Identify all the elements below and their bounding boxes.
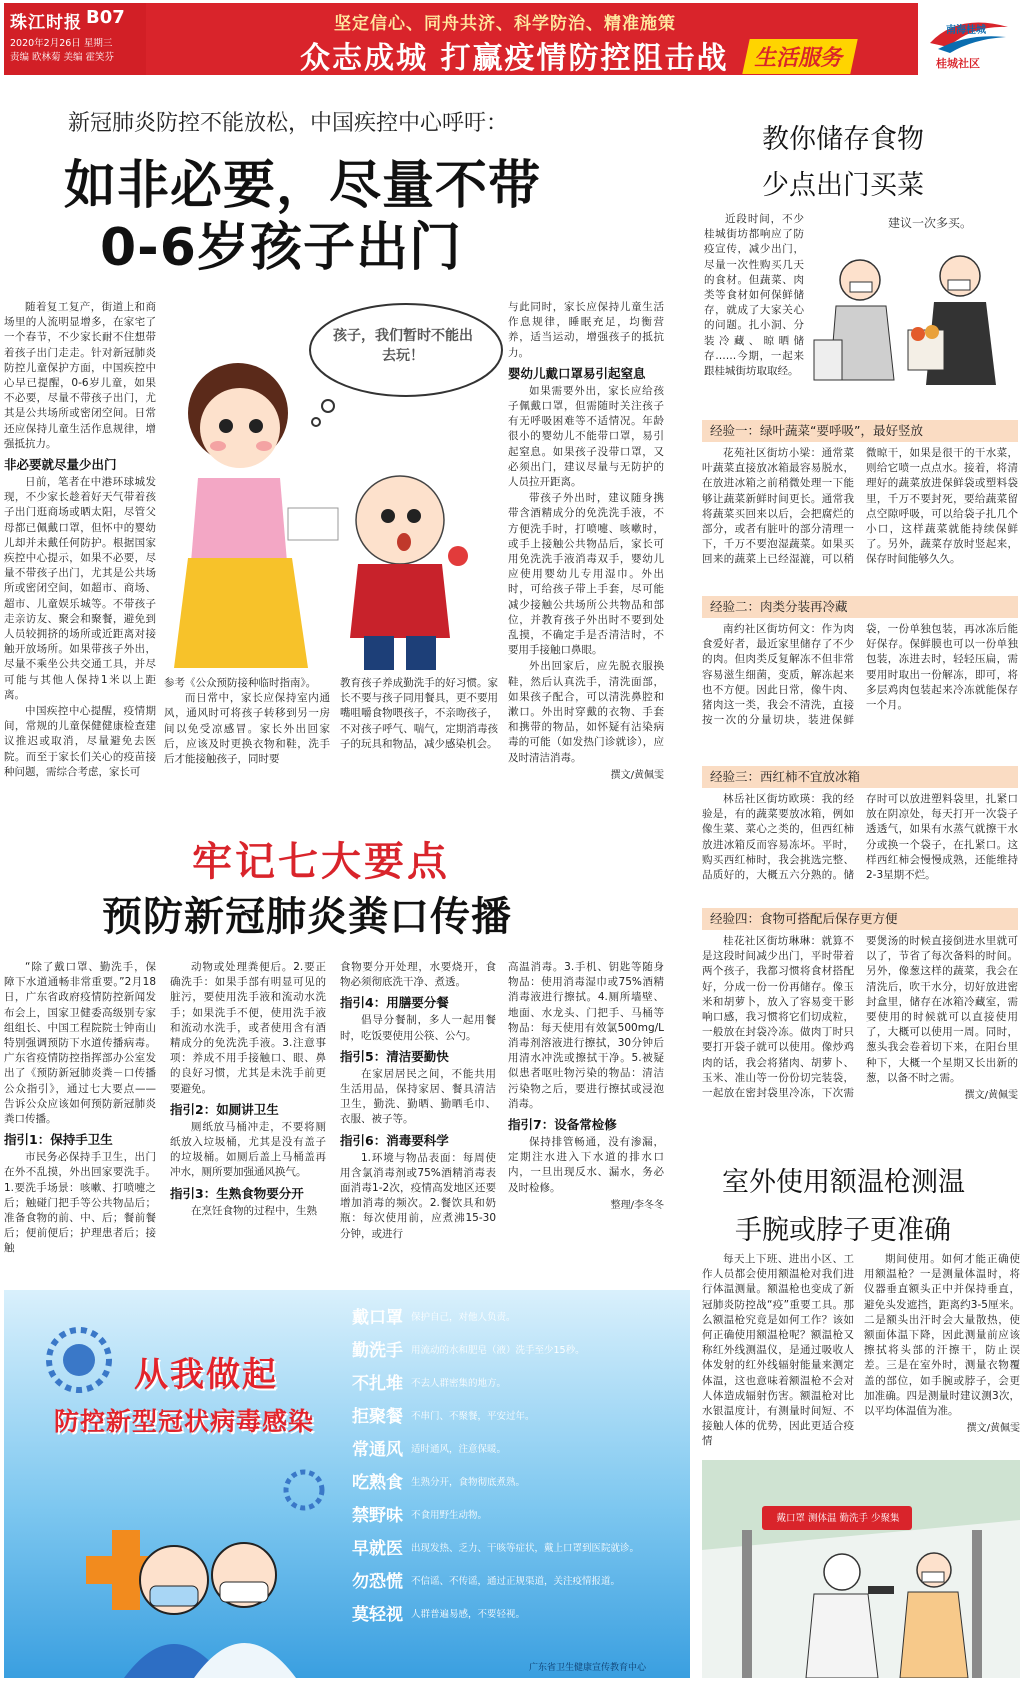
poster-tip bbox=[352, 1567, 620, 1595]
experience2-header: 经验二：肉类分装再冷藏 bbox=[702, 596, 1018, 618]
article4-col2 bbox=[864, 1252, 1020, 1452]
checkpoint-sign-text: 戴口罩 测体温 勤洗手 少聚集 bbox=[776, 1513, 900, 1524]
article2-paragraph: “除了戴口罩、勤洗手，保障下水道通畅非常重要。”2月18日，广东省政府疫情防控新闻发布会上，国家卫健委高级别专家组组长、中国工程院院士钟南山特别强调预防下水道传播病毒。广东省疫情防控指挥部办公室发出了《预防新冠肺炎粪－口传播公众指引》，通过七大要点——告诉公众应该如何预防新冠肺炎粪口传播。 bbox=[4, 961, 156, 1126]
article2-col2 bbox=[170, 960, 326, 1280]
tip-desc: 保护自己，对他人负责。 bbox=[411, 1311, 516, 1323]
article3-credit: 撰文/黄佩雯 bbox=[964, 1090, 1018, 1102]
article1-col2 bbox=[508, 300, 664, 790]
tip-desc: 出现发热、乏力、干咳等症状，戴上口罩到医院就诊。 bbox=[411, 1542, 640, 1554]
guide5-text: 在家居居民之间，不能共用生活用品，保持家居、餐具清洁卫生，勤洗、勤晒、勤晒毛巾、衣服、被子等。 bbox=[340, 1067, 496, 1126]
guide1-text: 市民务必保持手卫生，出门在外不乱摸，外出回家要洗手。1.要洗手场景：咳嗽、打喷嚏之后；触碰门把手等公共物品后；准备食物的前、中、后；餐前餐后；便前便后；护理患者后；接触 bbox=[4, 1151, 156, 1255]
tip-desc: 不食用野生动物。 bbox=[411, 1509, 488, 1521]
guide5-title: 指引5：清洁要勤快 bbox=[340, 1048, 449, 1064]
guide6-text: 1.环境与物品表面：每周使用含氯消毒剂或75%酒精消毒表面消毒1-2次，疫情高发地区还要增加消毒的频次。2.餐饮具和奶瓶：每次使用前，应煮沸15-30分钟，或进行 bbox=[340, 1151, 496, 1240]
tip-key: 不扎堆 bbox=[352, 1374, 403, 1394]
tip-desc: 适时通风，注意保暖。 bbox=[411, 1443, 507, 1455]
tip-desc: 不串门、不聚餐，平安过年。 bbox=[411, 1410, 535, 1422]
newspaper-name: 珠江时报 bbox=[10, 13, 82, 33]
masthead-meta bbox=[10, 37, 114, 65]
slogan-main: 众志成城 打赢疫情防控阻击战 bbox=[300, 41, 729, 75]
article1-ref-col2 bbox=[340, 676, 498, 796]
article1-paragraph: 中国疾控中心提醒，疫情期间，常规的儿童保健健康检查建议推迟或取消，尽量避免去医院。而至于家长们关心的疫苗接种问题，需综合考虑，家长可 bbox=[4, 705, 156, 778]
guide3-title: 指引3：生熟食物要分开 bbox=[170, 1185, 304, 1201]
guide4-text: 倡导分餐制，多人一起用餐时，吃饭要使用公筷、公勺。 bbox=[340, 1014, 496, 1042]
poster-tip bbox=[352, 1303, 516, 1331]
experience4-body bbox=[702, 934, 1018, 1114]
experience2-body bbox=[702, 622, 1018, 758]
article1-paragraph: 日前，笔者在中港环球城发现，不少家长趁着好天气带着孩子出门逛商场或晒太阳，尽管父母都已佩戴口罩，但怀中的婴幼儿却并未戴任何防护。根据国家疾控中心提示，如果不必要，尽量不带孩子出门，尤其是公共场所或密闭空间，如超市、商场、超市、儿童娱乐城等。不带孩子走亲访友、聚会和聚餐，避免到人员较拥挤的场所或近距离对接触开放场所。如果带孩子外出，尽量不乘坐公共交通工具，并尽可能与其他人保持1米以上距离。 bbox=[4, 476, 156, 701]
article3-title-line1: 教你储存食物 bbox=[762, 124, 924, 155]
article4-paragraph: 每天上下班、进出小区、工作人员都会使用额温枪对我们进行体温测量。额温枪也变成了新冠肺炎防控战“疫”重要工具。那么额温枪究竟是如何工作？该如何正确使用额温枪呢？额温枪又称红外线测温仪，是通过吸收人体发射的红外线辐射能量来测定体温，这也意味着额温枪不会对人体造成辐射伤害。额温枪对比水银温度计，有测量时间短、不接触人体的优势，因此更适合疫情 bbox=[702, 1253, 854, 1448]
tip-key: 早就医 bbox=[352, 1539, 403, 1559]
article1-title-line2: 0-6岁孩子出门 bbox=[100, 218, 462, 278]
article1-paragraph: 随着复工复产，街道上和商场里的人流明显增多，在家宅了一个春节，不少家长耐不住想带着孩子出门走走。针对新冠肺炎防控儿童保护方面，中国疾控中心早已提醒，0-6岁儿童，如果不必要，尽量不带孩子出门，尤其是公共场所或密闭空间。日常还应保持儿童生活作息规律，增强抵抗力。 bbox=[4, 301, 156, 450]
poster-title-line2: 防控新型冠状病毒感染 bbox=[54, 1407, 315, 1436]
poster-tip bbox=[352, 1402, 535, 1430]
tip-desc: 不信谣、不传谣，通过正规渠道，关注疫情报道。 bbox=[411, 1575, 621, 1587]
poster-tip bbox=[352, 1600, 525, 1628]
prevention-poster bbox=[4, 1290, 690, 1678]
article4-col1 bbox=[702, 1252, 854, 1452]
article2-credit: 整理/李冬冬 bbox=[610, 1199, 664, 1211]
tip-key: 吃熟食 bbox=[352, 1473, 403, 1493]
guide7-title: 指引7：设备常检修 bbox=[508, 1117, 617, 1133]
experience1-text: 花苑社区街坊小梁：通常菜叶蔬菜直接放冰箱最容易脱水，在放进冰箱之前稍微处理一下能够让蔬菜新鲜时间更长。通常我将蔬菜买回来以后，会把腐烂的部分，或者有脏叶的部分清理一下，千万不要泡湿蔬菜。如果买回来的蔬菜上已经湿漉，可以稍微晾干，如果是很干的干水菜，则给它喷一点点水。接着，将清理好的蔬菜放进保鲜袋或塑料袋里，千万不要封死，要给蔬菜留点空隙呼吸，可以给袋子扎几个小口，这样蔬菜就能持续保鲜了。另外，蔬菜存放时竖起来，保存时间能够久久。 bbox=[702, 447, 1018, 566]
article4-credit: 撰文/黄佩雯 bbox=[966, 1423, 1020, 1435]
tip-key: 常通风 bbox=[352, 1440, 403, 1460]
guide2-title: 指引2：如厕讲卫生 bbox=[170, 1101, 279, 1117]
tip-key: 拒聚餐 bbox=[352, 1407, 403, 1427]
article1-paragraph: 与此同时，家长应保持儿童生活作息规律，睡眠充足，均衡营养，适当运动，增强孩子的抵抗力。 bbox=[508, 301, 664, 359]
logo-top-text: 南海桂城 bbox=[946, 25, 986, 36]
tip-desc: 生熟分开，食物彻底煮熟。 bbox=[411, 1476, 526, 1488]
experience2-text: 南约社区街坊何文：作为肉食爱好者，最近家里储存了不少的肉。但肉类反复解冻不但非常容易滋生细菌，变质，解冻起来也不方便。因此日常，像牛肉、猪肉这一类，我会不清洗，直接按一次的分量切块，装进保鲜袋，一份单独包装，再冰冻后能好保存。保鲜膜也可以一份单独包装，冻进去时，轻轻压扁，需要用时取出一份解冻，即可，将多层鸡肉包装起来冷冻就能保存一个月。 bbox=[702, 623, 1018, 727]
article1-paragraph: 教育孩子养成勤洗手的好习惯。家长不要与孩子同用餐具，更不要用嘴咀嚼食物喂孩子，不亲吻孩子，不对孩子呼气、喘气，定期消毒孩子的玩具和物品，减少感染机会。 bbox=[340, 677, 498, 750]
poster-title-line1: 从我做起 bbox=[134, 1355, 278, 1395]
article3-title-line2: 少点出门买菜 bbox=[762, 170, 924, 201]
tip-desc: 不去人群密集的地方。 bbox=[411, 1377, 507, 1389]
experience1-body bbox=[702, 446, 1018, 582]
article1-paragraph: 带孩子外出时，建议随身携带含酒精成分的免洗洗手液，不方便洗手时，打喷嚏、咳嗽时，或手上接触公共物品后，家长可用免洗洗手液消毒双手，婴幼儿应使用婴幼儿专用湿巾。外出时，可给孩子带上手套，尽可能减少接触公共场所公共物品和部位，并教育孩子外出时不要到处乱摸，不确定手是否清洁时，不要用手接触口鼻眼。 bbox=[508, 492, 664, 657]
poster-tip bbox=[352, 1468, 525, 1496]
section-label: 生活服务 bbox=[742, 39, 857, 74]
article1-credit: 撰文/黄佩雯 bbox=[610, 769, 664, 781]
page-number: B07 bbox=[86, 7, 125, 28]
slogan-top: 坚定信心、同舟共济、科学防治、精准施策 bbox=[334, 14, 676, 34]
guide2-text: 厕纸放马桶冲走，不要将厕纸放入垃圾桶，尤其是没有盖子的垃圾桶。如厕后盖上马桶盖再冲水，厕所要加强通风换气。 bbox=[170, 1120, 326, 1179]
tip-key: 莫轻视 bbox=[352, 1605, 403, 1625]
article2-paragraph: 食物要分开处理，水要烧开，食物必须彻底洗干净、煮透。 bbox=[340, 961, 496, 989]
article2-col4 bbox=[508, 960, 664, 1280]
shopping-illustration bbox=[810, 210, 1020, 408]
experience3-text: 林岳社区街坊欧瑛：我的经验是，有的蔬菜要放冰箱，例如像生菜、菜心之类的，但西红柿放进冰箱反而容易冻坏。平时，购买西红柿时，我会挑选完整、品质好的，大概五六分熟的。储存时可以放进塑料袋里，扎紧口放在阴凉处，每天打开一次袋子透透气，如果有水蒸气就擦干水分或换一个袋子，在扎紧口。这样西红柿会慢慢成熟，还能维持2-3星期不烂。 bbox=[702, 793, 1018, 882]
article3-paragraph: 近段时间，不少桂城街坊都响应了防疫宣传，减少出门，尽量一次性购买几天的食材。但蔬菜、肉类等食材如何保鲜储存，就成了大家关心的问题。扎小洞、分装冷藏、晾晒储存……今期，一起来跟桂城街坊取取经。 bbox=[704, 213, 804, 378]
article2-col1 bbox=[4, 960, 156, 1280]
guicheng-logo bbox=[918, 3, 1020, 75]
guide1-title: 指引1：保持手卫生 bbox=[4, 1132, 113, 1148]
publish-date: 2020年2月26日 星期三 bbox=[10, 38, 113, 49]
tip-desc: 人群普遍易感，不要轻视。 bbox=[411, 1608, 526, 1620]
article3-sign-text: 建议一次多买。 bbox=[888, 216, 973, 230]
experience1-header: 经验一：绿叶蔬菜“要呼吸”，最好竖放 bbox=[702, 420, 1018, 442]
poster-tip bbox=[352, 1534, 639, 1562]
article1-col1 bbox=[4, 300, 156, 790]
experience4-header: 经验四：食物可搭配后保存更方便 bbox=[702, 908, 1018, 930]
experience3-header: 经验三：西红柿不宜放冰箱 bbox=[702, 766, 1018, 788]
masthead-banner bbox=[4, 3, 1020, 75]
article2-paragraph: 动物或处理粪便后。2.要正确洗手：如果手部有明显可见的脏污，要使用洗手液和流动水洗手；如果洗手不便，使用洗手液和流动水洗手，或者使用含有酒精成分的免洗洗手液。3.注意事项：养成不用手接触口、眼、鼻的良好习惯，尤其是未洗手前更要避免。 bbox=[170, 961, 326, 1095]
article2-title-line2: 预防新冠肺炎粪口传播 bbox=[102, 894, 512, 940]
guide7-text: 保持排管畅通，没有渗漏，定期注水进入下水道的排水口内，一旦出现反水、漏水，务必及时检修。 bbox=[508, 1136, 664, 1194]
tip-desc: 用流动的水和肥皂（液）洗手至少15秒。 bbox=[411, 1344, 585, 1356]
speech-bubble-text: 孩子，我们暂时不能出去玩！ bbox=[333, 328, 473, 364]
article1-title-line1: 如非必要，尽量不带 bbox=[64, 156, 542, 216]
article4-title-line1: 室外使用额温枪测温 bbox=[722, 1167, 965, 1198]
experience4-text: 桂花社区街坊琳琳：就算不是这段时间减少出门，平时带着两个孩子，我都习惯将食材搭配好，分成一份一份再储存。像玉米和胡萝卜，放入了容易变干影响口感，我习惯将它们切成粒，一般放在封袋冷冻。做肉丁时只要打开袋子就可以使用。像炒鸡肉的话，我会将猪肉、胡萝卜、玉米、准山等一份份切完装袋，一起放在密封袋里冷冻，下次需要煲汤的时候直接倒进水里就可以了，节省了每次备料的时间。另外，像葱这样的蔬菜，我会在清洗后，吹干水分，切好放进密封盒里，储存在冰箱冷藏室，需要使用的时候就可以直接使用了，大概可以使用一周。同时，葱头我会卷着切下来，在阳台里种下，大概一个星期又长出新的葱，以备不时之需。 bbox=[702, 935, 1018, 1100]
tip-key: 禁野味 bbox=[352, 1506, 403, 1526]
poster-tip bbox=[352, 1435, 506, 1463]
tip-key: 戴口罩 bbox=[352, 1308, 403, 1328]
article2-title-line1: 牢记七大要点 bbox=[192, 839, 450, 885]
tip-key: 勤洗手 bbox=[352, 1341, 403, 1361]
poster-tip bbox=[352, 1336, 585, 1364]
article1-subhead: 非必要就尽量少出门 bbox=[4, 457, 117, 473]
article1-kicker: 新冠肺炎防控不能放松，中国疾控中心呼吁： bbox=[68, 111, 509, 136]
poster-credit: 广东省卫生健康宣传教育中心 bbox=[529, 1663, 647, 1673]
guide4-title: 指引4：用膳要分餐 bbox=[340, 995, 449, 1011]
article1-ref-col1 bbox=[164, 676, 330, 796]
logo-bottom-text: 桂城社区 bbox=[936, 57, 980, 70]
temperature-check-illustration bbox=[702, 1460, 1020, 1678]
article1-paragraph: 而日常中，家长应保持室内通风，通风时可将孩子转移到另一房间以免受凉感冒。家长外出回家后，应该及时更换衣物和鞋，洗手后才能接触孩子，同时要 bbox=[164, 692, 330, 766]
article3-intro bbox=[704, 212, 804, 407]
article4-illustration bbox=[702, 1460, 1020, 1678]
experience3-body bbox=[702, 792, 1018, 900]
article2-paragraph: 高温消毒。3.手机、钥匙等随身物品：使用消毒湿巾或75%酒精消毒液进行擦拭。4.厕所墙壁、地面、水龙头、门把手、马桶等物品：每天使用有效氯500mg/L消毒剂溶液进行擦拭，30分钟后用清水冲洗或擦拭干净。5.被疑似患者呕吐物污染的物品：清洁污染物之后，要进行擦拭或浸泡消毒。 bbox=[508, 961, 664, 1110]
article1-subhead: 婴幼儿戴口罩易引起窒息 bbox=[508, 365, 646, 381]
article4-title-line2: 手腕或脖子更准确 bbox=[735, 1215, 951, 1246]
poster-tip bbox=[352, 1501, 487, 1529]
article1-paragraph: 如果需要外出，家长应给孩子佩戴口罩，但需随时关注孩子有无呼吸困难等不适情况。年龄很小的婴幼儿不能带口罩，易引起窒息。如果孩子没带口罩，又必须出门，建议尽量与无防护的人员拉开距离。 bbox=[508, 384, 664, 489]
poster-tip bbox=[352, 1369, 506, 1397]
article3-illustration bbox=[810, 210, 1020, 408]
article2-col3 bbox=[340, 960, 496, 1280]
article1-paragraph: 参考《公众预防接种临时指南》。 bbox=[164, 677, 317, 689]
guide6-title: 指引6：消毒要科学 bbox=[340, 1132, 449, 1148]
tip-key: 勿恐慌 bbox=[352, 1572, 403, 1592]
guide3-text: 在烹饪食物的过程中，生熟 bbox=[191, 1204, 317, 1217]
article1-illustration bbox=[168, 298, 506, 678]
article4-paragraph: 期间使用。如何才能正确使用额温枪？一是测量体温时，将仪器垂直额头正中并保持垂直，避免头发遮挡，距离约3-5厘米。二是额头出汗时会大量散热，使额面体温下降，因此测量前应该擦拭将头部的汗擦干，防止误差。三是在室外时，测量衣物覆盖的部位，如手腕或脖子，会更加准确。四是测量时建议测3次，以平均体温值为准。 bbox=[864, 1253, 1020, 1418]
article1-paragraph: 外出回家后，应先脱衣服换鞋，然后认真洗手，清洗面部，如果孩子配合，可以清洗鼻腔和漱口。外出时穿戴的衣物、手套和携带的物品，如怀疑有沾染病毒的可能（如发热门诊就诊），应及时清洁消毒。 bbox=[508, 660, 664, 764]
poster-illustration bbox=[4, 1290, 690, 1678]
editors: 责编 欧林菊 美编 霍笑芬 bbox=[10, 52, 115, 63]
